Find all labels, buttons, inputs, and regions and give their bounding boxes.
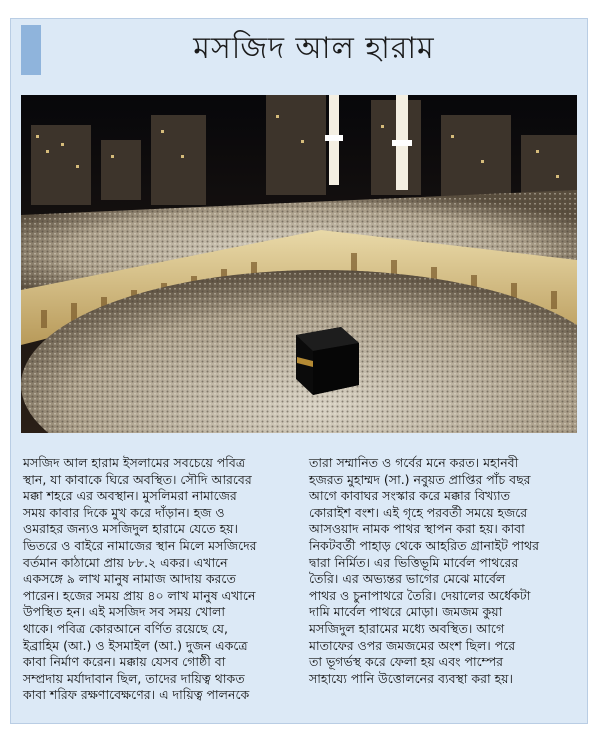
body-line: একসঙ্গে ৯ লাখ মানুষ নামাজ আদায় করতে xyxy=(23,571,236,587)
body-line: মক্কা শহরে এর অবস্থান। মুসলিমরা নামাজের xyxy=(23,488,237,504)
article-column-right xyxy=(309,455,579,687)
body-line: কোরাইশ বংশ। এই গৃহে পরবর্তী সময়ে হজরে xyxy=(309,504,528,520)
body-line: আসওয়াদ নামক পাথর স্থাপন করা হয়। কাবা xyxy=(309,521,525,537)
body-line: কাবা শরিফ রক্ষণাবেক্ষণের। এ দায়িত্ব পালনকে xyxy=(23,687,250,703)
body-line: মসজিদুল হারামের মধ্যে অবস্থিত। আগে xyxy=(309,620,505,636)
body-line: সময় কাবার দিকে মুখ করে দাঁড়ান। হজ ও xyxy=(23,504,225,520)
body-line: থাকে। পবিত্র কোরআনে বর্ণিত রয়েছে যে, xyxy=(23,620,228,636)
body-line: সম্প্রদায় মর্যাদাবান ছিল, তাদের দায়িত্ব থাকত xyxy=(23,670,245,686)
body-line: ওমরাহর জন্যও মসজিদুল হারামে যেতে হয়। xyxy=(23,521,238,537)
kaaba-photo xyxy=(21,95,577,433)
body-line: স্থান, যা কাবাকে ঘিরে অবস্থিত। সৌদি আরবের xyxy=(23,471,252,487)
body-line: কাবা নির্মাণ করেন। মক্কায় যেসব গোষ্ঠী বা xyxy=(23,654,226,670)
article-title: মসজিদ আল হারাম xyxy=(193,31,435,66)
body-line: উপস্থিত হন। এই মসজিদ সব সময় খোলা xyxy=(23,604,225,620)
body-line: ভিতরে ও বাইরে নামাজের স্থান মিলে মসজিদের xyxy=(23,537,257,553)
body-line: দামি মার্বেল পাথরে মোড়া। জমজম কুয়া xyxy=(309,604,503,620)
body-line: বর্তমান কাঠামো প্রায় ৮৮.২ একর। এখানে xyxy=(23,554,228,570)
body-line: মাতাফের ওপর জমজমের অংশ ছিল। পরে xyxy=(309,637,516,653)
article-column-left xyxy=(23,455,293,704)
title-bar xyxy=(11,23,587,75)
title-accent-bar xyxy=(21,25,41,75)
body-line: তা ভূগর্ভস্থ করে ফেলা হয় এবং পাম্পের xyxy=(309,654,503,670)
body-line: দ্বারা নির্মিত। এর ভিত্তিভূমি মার্বেল পাথরের xyxy=(309,554,519,570)
body-line: নিকটবর্তী পাহাড় থেকে আহরিত গ্রানাইট পাথর xyxy=(309,537,539,553)
body-line: তৈরি। এর অভ্যন্তর ভাগের মেঝে মার্বেল xyxy=(309,571,506,587)
body-line: সাহায্যে পানি উত্তোলনের ব্যবস্থা করা হয়। xyxy=(309,670,514,686)
body-line: মসজিদ আল হারাম ইসলামের সবচেয়ে পবিত্র xyxy=(23,455,246,470)
body-line: হজরত মুহাম্মদ (সা.) নবুয়ত প্রাপ্তির পাঁচ বছর xyxy=(309,471,531,487)
article-card xyxy=(10,18,588,724)
body-line: ইব্রাহিম (আ.) ও ইসমাইল (আ.) দুজন একত্রে xyxy=(23,637,248,653)
body-line: তারা সম্মানিত ও গর্বের মনে করত। মহানবী xyxy=(309,455,519,470)
body-line: পাথর ও চুনাপাথরে তৈরি। দেয়ালের অর্ধেকটা xyxy=(309,587,531,603)
body-line: পারেন। হজের সময় প্রায় ৪০ লাখ মানুষ এখানে xyxy=(23,587,256,603)
body-line: আগে কাবাঘর সংস্কার করে মক্কার বিখ্যাত xyxy=(309,488,511,504)
